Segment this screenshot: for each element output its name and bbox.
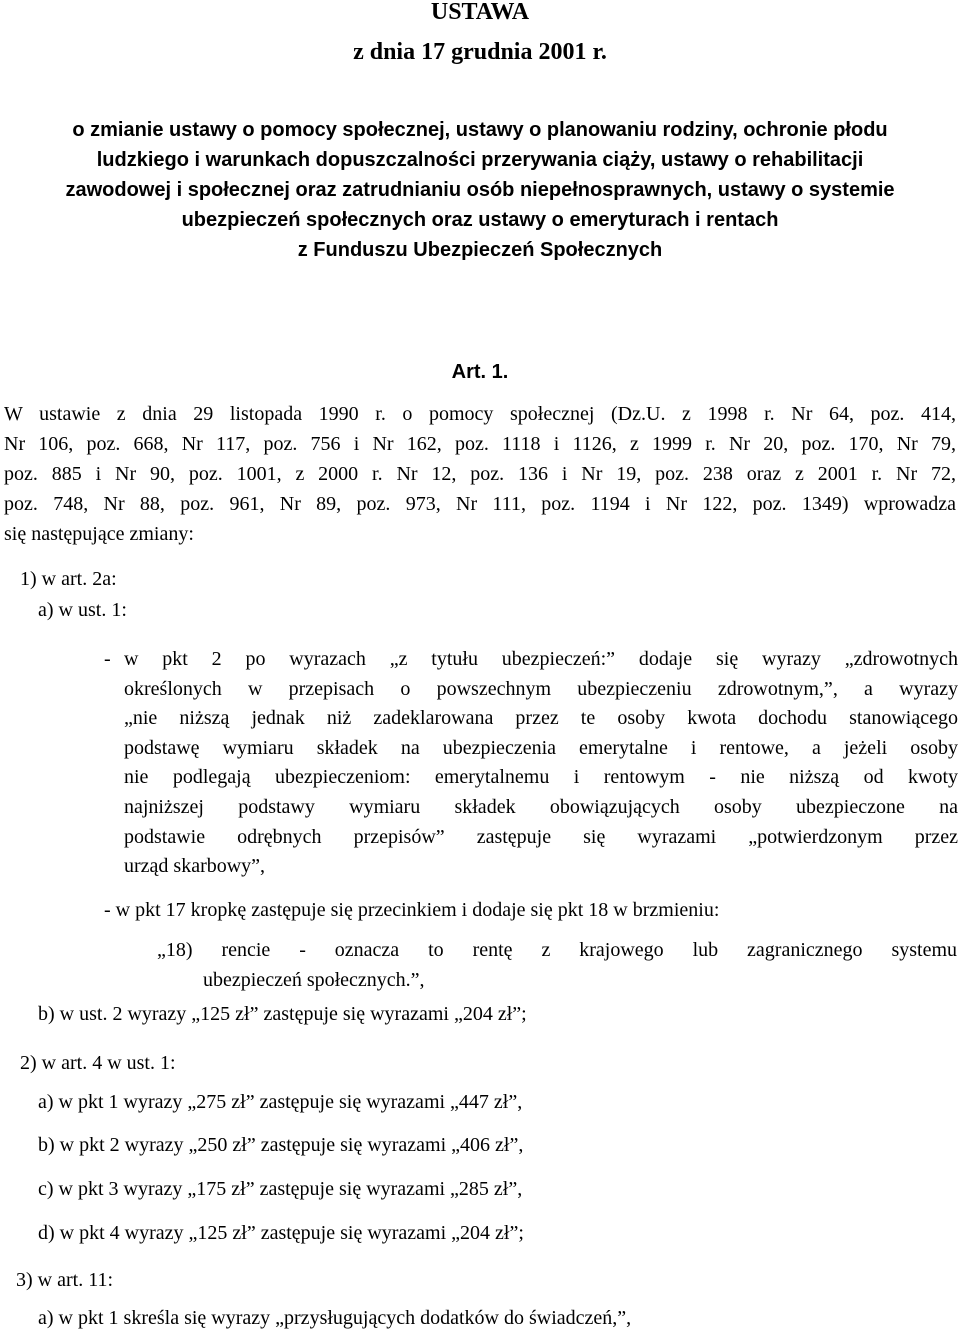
- dash-line: podstawie odrębnych przepisów” zastępuje się wyrazami „potwierdzonym przez: [124, 825, 958, 848]
- subject-line: zawodowej i społecznej oraz zatrudnianiu osób niepełnosprawnych, ustawy o systemie: [65, 179, 895, 201]
- dash-line: „nie niższą jednak niż zadeklarowana przez te osoby kwota dochodu stanowiącego: [124, 707, 958, 730]
- subject-line: o zmianie ustawy o pomocy społecznej, ustawy o planowaniu rodziny, ochronie płodu: [72, 119, 888, 141]
- item-1a-dash-2: - w pkt 17 kropkę zastępuje się przecinkiem i dodaje się pkt 18 w brzmieniu:: [104, 899, 720, 921]
- intro-line: poz. 748, Nr 88, poz. 961, Nr 89, poz. 973, Nr 111, poz. 1194 i Nr 122, poz. 1349) wprowadza: [4, 493, 956, 515]
- dash-line: nie podlegają ubezpieczeniom: emerytalnemu i rentowym - nie niższą od kwoty: [124, 766, 958, 789]
- dash-marker: -: [104, 648, 111, 670]
- intro-line: Nr 106, poz. 668, Nr 117, poz. 756 i Nr 162, poz. 1118 i 1126, z 1999 r. Nr 20, poz. 170, Nr 79,: [4, 433, 956, 455]
- document-title: USTAWA: [430, 0, 530, 25]
- item-2a: a) w pkt 1 wyrazy „275 zł” zastępuje się wyrazami „447 zł”,: [38, 1091, 523, 1113]
- item-3a: a) w pkt 1 skreśla się wyrazy „przysługujących dodatków do świadczeń,”,: [38, 1307, 632, 1329]
- item-1a-dash-1: [104, 645, 958, 882]
- item-2b: b) w pkt 2 wyrazy „250 zł” zastępuje się wyrazami „406 zł”,: [38, 1134, 524, 1156]
- quote-line: „18) rencie - oznacza to rentę z krajowego lub zagranicznego systemu: [157, 939, 957, 961]
- article-intro: [4, 399, 956, 549]
- item-1b: b) w ust. 2 wyrazy „125 zł” zastępuje się wyrazami „204 zł”;: [38, 1003, 527, 1025]
- subject-line: ludzkiego i warunkach dopuszczalności przerywania ciąży, ustawy o rehabilitacji: [96, 149, 864, 171]
- intro-line: się następujące zmiany:: [4, 523, 194, 545]
- dash-line: w pkt 2 po wyrazach „z tytułu ubezpieczeń:” dodaje się wyrazy „zdrowotnych: [124, 648, 958, 670]
- quote-line: ubezpieczeń społecznych.”,: [203, 969, 425, 991]
- subject-line: z Funduszu Ubezpieczeń Społecznych: [297, 239, 663, 261]
- item-1a: a) w ust. 1:: [38, 599, 127, 621]
- dash-line: najniższej podstawy wymiaru składek obowiązujących osoby ubezpieczone na: [124, 795, 958, 818]
- document-subject: [20, 115, 940, 265]
- dash-line: określonych w przepisach o powszechnym ubezpieczeniu zdrowotnym,”, a wyrazy: [124, 677, 958, 700]
- article-heading: Art. 1.: [451, 361, 509, 383]
- subject-line: ubezpieczeń społecznych oraz ustawy o emeryturach i rentach: [181, 209, 779, 231]
- item-2c: c) w pkt 3 wyrazy „175 zł” zastępuje się wyrazami „285 zł”,: [38, 1178, 523, 1200]
- item-1: 1) w art. 2a:: [20, 568, 117, 590]
- item-3: 3) w art. 11:: [16, 1269, 114, 1291]
- intro-line: poz. 885 i Nr 90, poz. 1001, z 2000 r. Nr 12, poz. 136 i Nr 19, poz. 238 oraz z 2001 r. Nr 72,: [4, 463, 956, 485]
- document-date: z dnia 17 grudnia 2001 r.: [353, 39, 607, 65]
- item-2: 2) w art. 4 w ust. 1:: [20, 1052, 176, 1074]
- quoted-point-18: [157, 935, 957, 995]
- dash-line: urząd skarbowy”,: [124, 855, 266, 878]
- dash-line: podstawę wymiaru składek na ubezpieczenia emerytalne i rentowe, a jeżeli osoby: [124, 736, 958, 759]
- item-2d: d) w pkt 4 wyrazy „125 zł” zastępuje się wyrazami „204 zł”;: [38, 1222, 524, 1244]
- intro-line: W ustawie z dnia 29 listopada 1990 r. o pomocy społecznej (Dz.U. z 1998 r. Nr 64, poz. 414,: [4, 403, 956, 425]
